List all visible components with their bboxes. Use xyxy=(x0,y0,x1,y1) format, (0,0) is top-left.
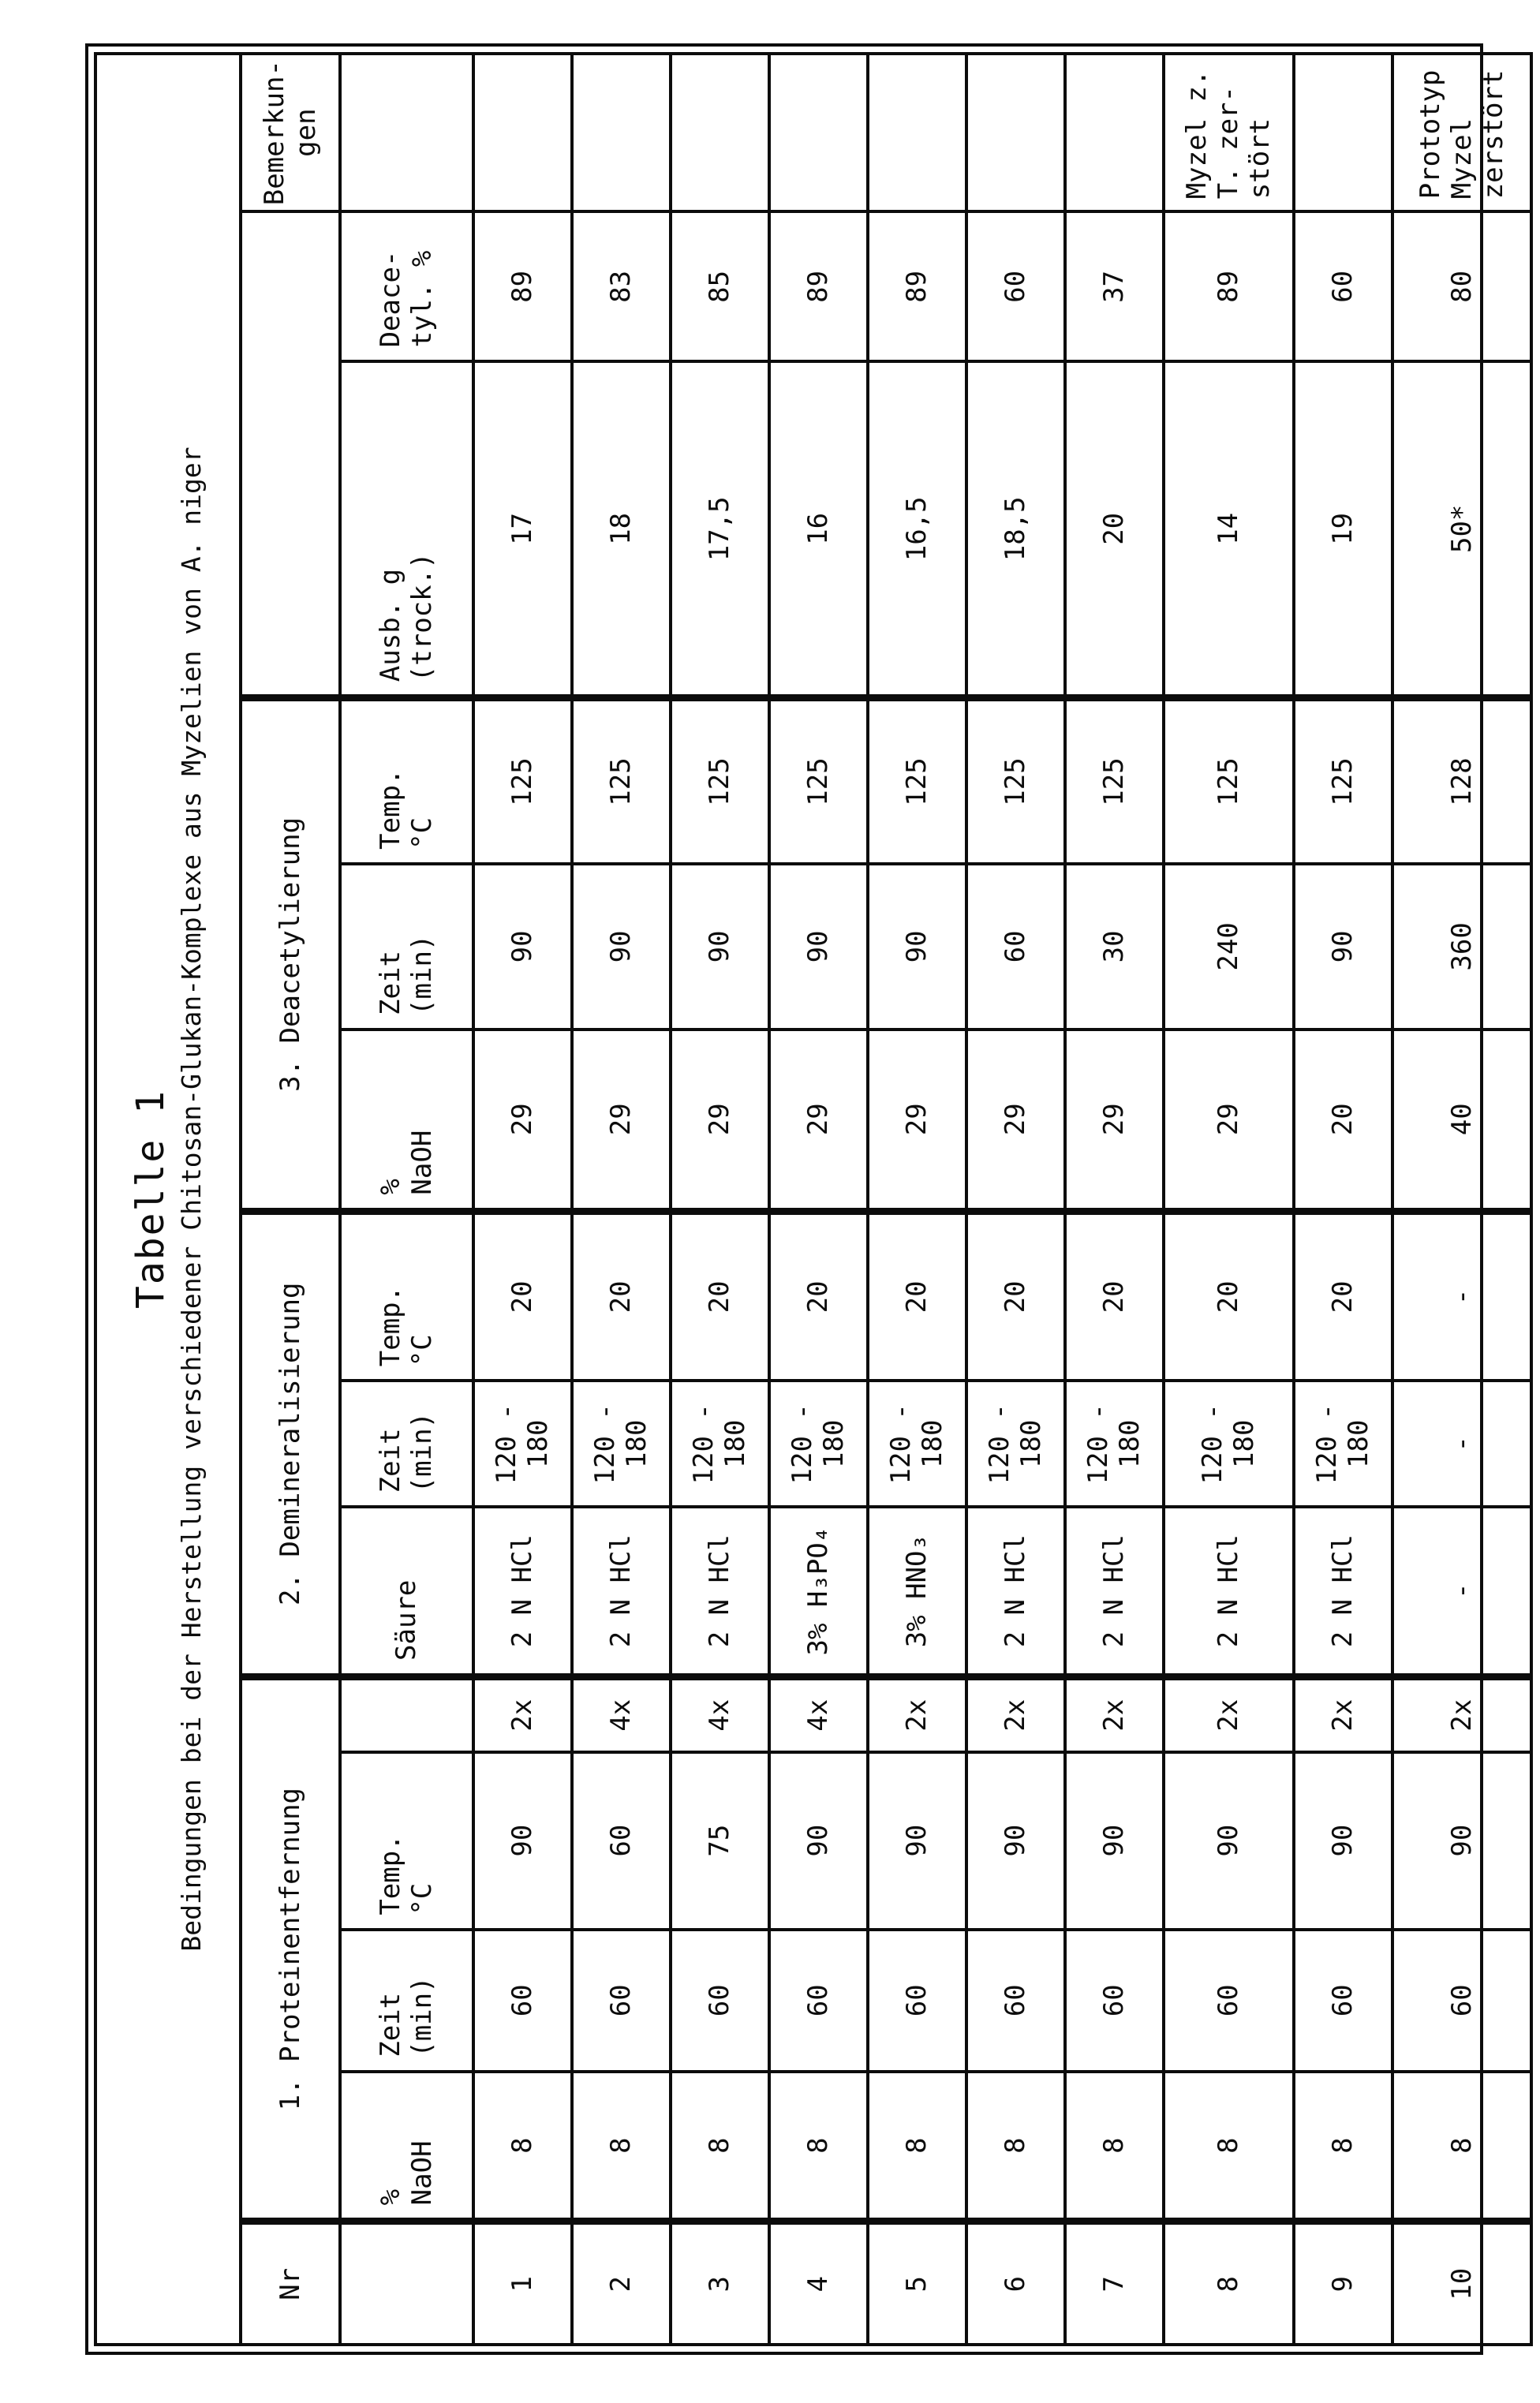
table-title: Tabelle 1 xyxy=(129,1089,174,1310)
col-header-temp-protein: Temp. °C xyxy=(340,1752,473,1930)
cell-r5-c6: 3% HNO₃ xyxy=(868,1507,966,1676)
cell-r9-c4: 90 xyxy=(1294,1752,1392,1930)
cell-r3-c8: 20 xyxy=(671,1211,769,1381)
cell-r1-c12: 17 xyxy=(473,361,572,697)
cell-r8-c13: 89 xyxy=(1164,211,1294,361)
table-row xyxy=(1294,54,1392,2345)
cell-r9-c3: 60 xyxy=(1294,1930,1392,2072)
cell-r6-c7: 120 - 180 xyxy=(966,1381,1065,1507)
cell-r10-c14: Prototyp Myzel zerstört xyxy=(1392,54,1531,211)
cell-r4-c5: 4x xyxy=(769,1676,868,1751)
cell-r8-c11: 125 xyxy=(1164,698,1294,864)
cell-r9-c2: 8 xyxy=(1294,2072,1392,2222)
cell-r1-c6: 2 N HCl xyxy=(473,1507,572,1676)
cell-r5-c7: 120 - 180 xyxy=(868,1381,966,1507)
cell-r4-c2: 8 xyxy=(769,2072,868,2222)
data-table xyxy=(94,52,1533,2346)
cell-r10-c6: - xyxy=(1392,1507,1531,1676)
cell-r1-c3: 60 xyxy=(473,1930,572,2072)
col-header-naoh-deacetyl: % NaOH xyxy=(340,1030,473,1211)
cell-r9-c11: 125 xyxy=(1294,698,1392,864)
cell-r3-c11: 125 xyxy=(671,698,769,864)
cell-r8-c8: 20 xyxy=(1164,1211,1294,1381)
cell-r7-c10: 30 xyxy=(1065,864,1164,1030)
col-header-naoh-protein: % NaOH xyxy=(340,2072,473,2222)
cell-r5-c1: 5 xyxy=(868,2222,966,2345)
col-group-results-spacer xyxy=(241,211,340,697)
cell-r5-c9: 29 xyxy=(868,1030,966,1211)
cell-r7-c12: 20 xyxy=(1065,361,1164,697)
cell-r6-c10: 60 xyxy=(966,864,1065,1030)
cell-r1-c13: 89 xyxy=(473,211,572,361)
cell-r3-c5: 4x xyxy=(671,1676,769,1751)
cell-r10-c1: 10 xyxy=(1392,2222,1531,2345)
cell-r2-c5: 4x xyxy=(572,1676,671,1751)
cell-r7-c13: 37 xyxy=(1065,211,1164,361)
cell-r4-c11: 125 xyxy=(769,698,868,864)
cell-r2-c14 xyxy=(572,54,671,211)
cell-r5-c5: 2x xyxy=(868,1676,966,1751)
cell-r1-c4: 90 xyxy=(473,1752,572,1930)
cell-r4-c3: 60 xyxy=(769,1930,868,2072)
cell-r6-c11: 125 xyxy=(966,698,1065,864)
cell-r7-c2: 8 xyxy=(1065,2072,1164,2222)
cell-r10-c11: 128 xyxy=(1392,698,1531,864)
cell-r3-c12: 17,5 xyxy=(671,361,769,697)
cell-r8-c10: 240 xyxy=(1164,864,1294,1030)
cell-r10-c9: 40 xyxy=(1392,1030,1531,1211)
table-row xyxy=(1164,54,1294,2345)
cell-r2-c1: 2 xyxy=(572,2222,671,2345)
col-header-bemerkungen: Bemerkun- gen xyxy=(241,54,340,211)
cell-r1-c10: 90 xyxy=(473,864,572,1030)
col-header-zeit-demin: Zeit (min) xyxy=(340,1381,473,1507)
cell-r8-c9: 29 xyxy=(1164,1030,1294,1211)
cell-r10-c12: 50* xyxy=(1392,361,1531,697)
cell-r4-c12: 16 xyxy=(769,361,868,697)
col-header-zeit-deacetyl: Zeit (min) xyxy=(340,864,473,1030)
cell-r6-c3: 60 xyxy=(966,1930,1065,2072)
sub-header-row xyxy=(340,54,473,2345)
cell-r8-c4: 90 xyxy=(1164,1752,1294,1930)
cell-r7-c7: 120 - 180 xyxy=(1065,1381,1164,1507)
table-row xyxy=(868,54,966,2345)
cell-r8-c14: Myzel z. T. zer- stört xyxy=(1164,54,1294,211)
col-header-saeure: Säure xyxy=(340,1507,473,1676)
col-header-nr-spacer xyxy=(340,2222,473,2345)
cell-r7-c11: 125 xyxy=(1065,698,1164,864)
cell-r5-c10: 90 xyxy=(868,864,966,1030)
cell-r6-c9: 29 xyxy=(966,1030,1065,1211)
col-group-deacetylierung: 3. Deacetylierung xyxy=(241,698,340,1211)
cell-r5-c13: 89 xyxy=(868,211,966,361)
cell-r3-c4: 75 xyxy=(671,1752,769,1930)
cell-r9-c13: 60 xyxy=(1294,211,1392,361)
cell-r9-c9: 20 xyxy=(1294,1030,1392,1211)
table-frame xyxy=(85,43,1509,2355)
cell-r9-c1: 9 xyxy=(1294,2222,1392,2345)
cell-r4-c14 xyxy=(769,54,868,211)
cell-r9-c7: 120 - 180 xyxy=(1294,1381,1392,1507)
cell-r7-c4: 90 xyxy=(1065,1752,1164,1930)
cell-r3-c9: 29 xyxy=(671,1030,769,1211)
cell-r2-c4: 60 xyxy=(572,1752,671,1930)
cell-r4-c9: 29 xyxy=(769,1030,868,1211)
cell-r6-c2: 8 xyxy=(966,2072,1065,2222)
col-group-demineralisierung: 2. Demineralisierung xyxy=(241,1211,340,1676)
cell-r5-c8: 20 xyxy=(868,1211,966,1381)
cell-r7-c5: 2x xyxy=(1065,1676,1164,1751)
cell-r5-c3: 60 xyxy=(868,1930,966,2072)
cell-r4-c4: 90 xyxy=(769,1752,868,1930)
cell-r7-c8: 20 xyxy=(1065,1211,1164,1381)
cell-r3-c2: 8 xyxy=(671,2072,769,2222)
cell-r5-c14 xyxy=(868,54,966,211)
cell-r8-c5: 2x xyxy=(1164,1676,1294,1751)
cell-r3-c3: 60 xyxy=(671,1930,769,2072)
cell-r6-c6: 2 N HCl xyxy=(966,1507,1065,1676)
table-row xyxy=(671,54,769,2345)
cell-r6-c14 xyxy=(966,54,1065,211)
col-header-bemerkungen-spacer xyxy=(340,54,473,211)
cell-r9-c8: 20 xyxy=(1294,1211,1392,1381)
cell-r4-c6: 3% H₃PO₄ xyxy=(769,1507,868,1676)
cell-r3-c14 xyxy=(671,54,769,211)
title-row xyxy=(95,54,241,2345)
cell-r7-c9: 29 xyxy=(1065,1030,1164,1211)
cell-r3-c1: 3 xyxy=(671,2222,769,2345)
table-row xyxy=(769,54,868,2345)
cell-r8-c7: 120 - 180 xyxy=(1164,1381,1294,1507)
cell-r10-c5: 2x xyxy=(1392,1676,1531,1751)
cell-r5-c12: 16,5 xyxy=(868,361,966,697)
group-header-row xyxy=(241,54,340,2345)
cell-r5-c4: 90 xyxy=(868,1752,966,1930)
cell-r2-c13: 83 xyxy=(572,211,671,361)
cell-r2-c3: 60 xyxy=(572,1930,671,2072)
cell-r2-c7: 120 - 180 xyxy=(572,1381,671,1507)
col-header-temp-deacetyl: Temp. °C xyxy=(340,698,473,864)
cell-r9-c14 xyxy=(1294,54,1392,211)
cell-r6-c12: 18,5 xyxy=(966,361,1065,697)
title-cell xyxy=(95,54,241,2345)
cell-r8-c6: 2 N HCl xyxy=(1164,1507,1294,1676)
table-row xyxy=(1065,54,1164,2345)
cell-r4-c10: 90 xyxy=(769,864,868,1030)
cell-r2-c10: 90 xyxy=(572,864,671,1030)
cell-r9-c6: 2 N HCl xyxy=(1294,1507,1392,1676)
cell-r1-c9: 29 xyxy=(473,1030,572,1211)
cell-r2-c12: 18 xyxy=(572,361,671,697)
col-group-proteinentfernung: 1. Proteinentfernung xyxy=(241,1676,340,2221)
cell-r4-c1: 4 xyxy=(769,2222,868,2345)
cell-r4-c7: 120 - 180 xyxy=(769,1381,868,1507)
cell-r3-c6: 2 N HCl xyxy=(671,1507,769,1676)
col-header-ausbeute: Ausb. g (trock.) xyxy=(340,361,473,697)
col-header-temp-demin: Temp. °C xyxy=(340,1211,473,1381)
cell-r10-c8: - xyxy=(1392,1211,1531,1381)
cell-r7-c3: 60 xyxy=(1065,1930,1164,2072)
cell-r10-c7: - xyxy=(1392,1381,1531,1507)
table-row xyxy=(966,54,1065,2345)
cell-r7-c1: 7 xyxy=(1065,2222,1164,2345)
cell-r2-c6: 2 N HCl xyxy=(572,1507,671,1676)
cell-r1-c5: 2x xyxy=(473,1676,572,1751)
cell-r10-c10: 360 xyxy=(1392,864,1531,1030)
cell-r2-c11: 125 xyxy=(572,698,671,864)
cell-r1-c2: 8 xyxy=(473,2072,572,2222)
cell-r5-c2: 8 xyxy=(868,2072,966,2222)
cell-r8-c12: 14 xyxy=(1164,361,1294,697)
table-row xyxy=(1392,54,1531,2345)
cell-r1-c7: 120 - 180 xyxy=(473,1381,572,1507)
cell-r8-c2: 8 xyxy=(1164,2072,1294,2222)
cell-r10-c4: 90 xyxy=(1392,1752,1531,1930)
cell-r10-c13: 80 xyxy=(1392,211,1531,361)
cell-r3-c10: 90 xyxy=(671,864,769,1030)
cell-r1-c8: 20 xyxy=(473,1211,572,1381)
cell-r8-c3: 60 xyxy=(1164,1930,1294,2072)
col-group-nr: Nr xyxy=(241,2222,340,2345)
table-row xyxy=(473,54,572,2345)
cell-r2-c8: 20 xyxy=(572,1211,671,1381)
cell-r6-c13: 60 xyxy=(966,211,1065,361)
cell-r7-c6: 2 N HCl xyxy=(1065,1507,1164,1676)
table-subtitle: Bedingungen bei der Herstellung verschiedener Chitosan-Glukan-Komplexe aus Myzelien von A. niger xyxy=(175,447,207,1952)
cell-r6-c8: 20 xyxy=(966,1211,1065,1381)
cell-r9-c5: 2x xyxy=(1294,1676,1392,1751)
cell-r3-c13: 85 xyxy=(671,211,769,361)
cell-r6-c1: 6 xyxy=(966,2222,1065,2345)
cell-r2-c2: 8 xyxy=(572,2072,671,2222)
col-header-wiederholungen xyxy=(340,1676,473,1751)
cell-r5-c11: 125 xyxy=(868,698,966,864)
cell-r1-c1: 1 xyxy=(473,2222,572,2345)
cell-r10-c2: 8 xyxy=(1392,2072,1531,2222)
cell-r6-c5: 2x xyxy=(966,1676,1065,1751)
cell-r9-c12: 19 xyxy=(1294,361,1392,697)
cell-r8-c1: 8 xyxy=(1164,2222,1294,2345)
cell-r4-c8: 20 xyxy=(769,1211,868,1381)
cell-r1-c14 xyxy=(473,54,572,211)
cell-r7-c14 xyxy=(1065,54,1164,211)
cell-r2-c9: 29 xyxy=(572,1030,671,1211)
col-header-deacetyl-grad: Deace- tyl. % xyxy=(340,211,473,361)
col-header-zeit-protein: Zeit (min) xyxy=(340,1930,473,2072)
cell-r4-c13: 89 xyxy=(769,211,868,361)
cell-r6-c4: 90 xyxy=(966,1752,1065,1930)
table-body xyxy=(473,54,1531,2345)
cell-r1-c11: 125 xyxy=(473,698,572,864)
cell-r3-c7: 120 - 180 xyxy=(671,1381,769,1507)
cell-r9-c10: 90 xyxy=(1294,864,1392,1030)
cell-r10-c3: 60 xyxy=(1392,1930,1531,2072)
table-row xyxy=(572,54,671,2345)
